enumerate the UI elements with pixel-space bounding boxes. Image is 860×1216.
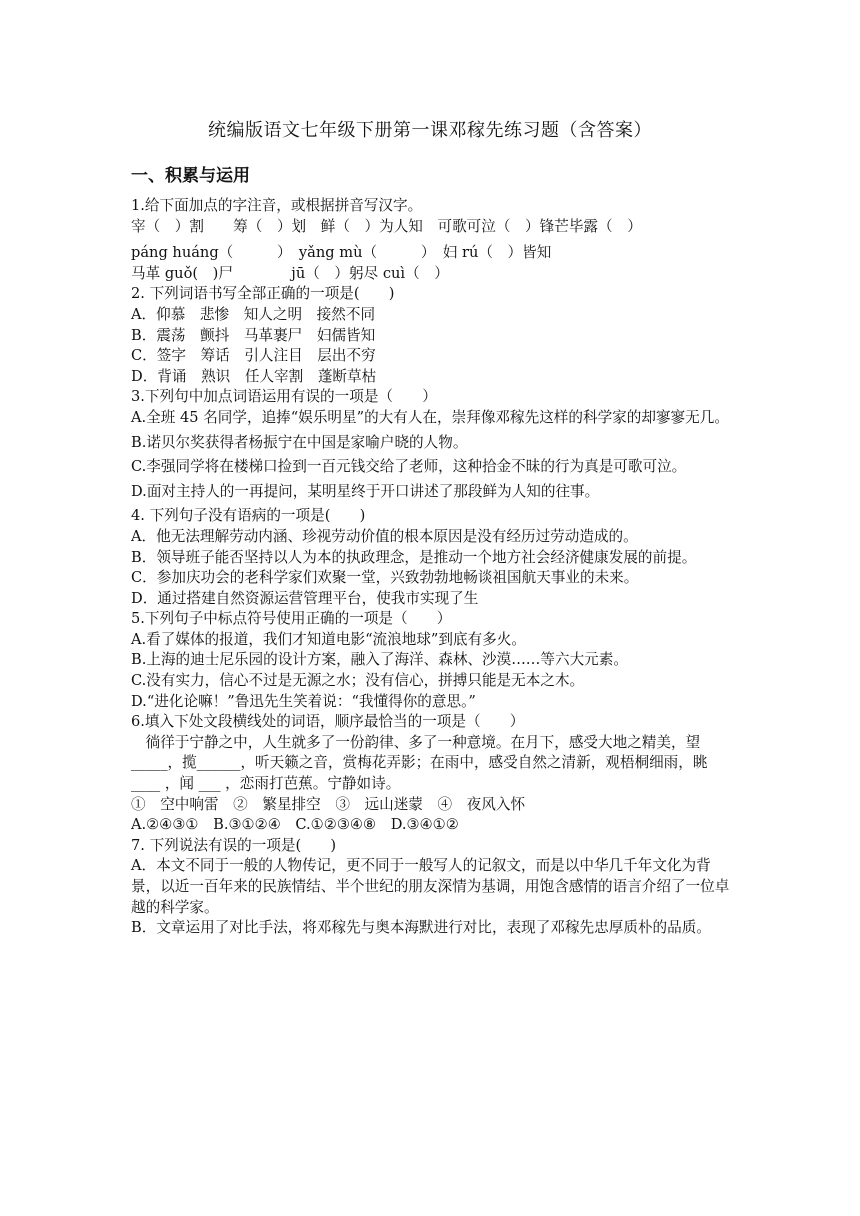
question-1-prompt: 1.给下面加点的字注音，或根据拼音写汉字。 — [131, 197, 423, 214]
question-6-phrases: ① 空中响雷 ② 繁星排空 ③ 远山迷蒙 ④ 夜风入怀 — [131, 795, 526, 813]
question-4-option-c: C．参加庆功会的老科学家们欢聚一堂，兴致勃勃地畅谈祖国航天事业的未来。 — [131, 569, 639, 587]
question-7-option-a: A．本文不同于一般的人物传记，更不同于一般写人的记叙文，而是以中华几千年文化为背景，以近一百年来的民族情结、半个世纪的朋友深情为基调，用饱含感情的语言介绍了一位卓越的科学家。 — [131, 857, 730, 916]
document-title: 统编版语文七年级下册第一课邓稼先练习题（含答案） — [208, 120, 652, 141]
question-2-prompt: 2. 下列词语书写全部正确的一项是( ) — [131, 285, 395, 303]
question-3-prompt: 3.下列句中加点词语运用有误的一项是（ ） — [131, 388, 437, 406]
question-5-option-c: C.没有实力，信心不过是无源之水；没有信心，拼搏只能是无本之木。 — [131, 672, 585, 690]
question-1-row-3: 马革 guǒ( )尸 jū（ ）躬尽 cuì（ ） — [131, 264, 449, 282]
question-3-option-b: B.诺贝尔奖获得者杨振宁在中国是家喻户晓的人物。 — [131, 433, 468, 451]
question-5-option-a: A.看了媒体的报道，我们才知道电影“流浪地球”到底有多火。 — [131, 630, 526, 648]
question-1-row-1: 宰（ ）割 筹（ ）划 鲜（ ）为人知 可歌可泣（ ）锋芒毕露（ ） — [131, 217, 642, 235]
question-5-prompt: 5.下列句子中标点符号使用正确的一项是（ ） — [131, 610, 452, 628]
question-3-option-d: D.面对主持人的一再提问，某明星终于开口讲述了那段鲜为人知的往事。 — [131, 482, 600, 500]
question-3-option-c: C.李强同学将在楼梯口捡到一百元钱交给了老师，这种拾金不昧的行为真是可歌可泣。 — [131, 458, 687, 476]
exercise-content — [131, 196, 731, 939]
question-2-option-b: B．震荡 颤抖 马革裹尸 妇儒皆知 — [131, 326, 376, 344]
question-4-option-a: A．他无法理解劳动内涵、珍视劳动价值的根本原因是没有经历过劳动造成的。 — [131, 527, 638, 545]
question-4-option-b: B．领导班子能否坚持以人为本的执政理念，是推动一个地方社会经济健康发展的前提。 — [131, 548, 697, 566]
question-2-option-d: D．背诵 熟识 任人宰割 蓬断草枯 — [131, 367, 377, 385]
question-3-option-a: A.全班 45 名同学，追捧“娱乐明星”的大有人在，崇拜像邓稼先这样的科学家的却寥寥无几。 — [131, 408, 729, 426]
question-5-option-d: D.“进化论嘛！”鲁迅先生笑着说：“我懂得你的意思。” — [131, 692, 476, 710]
question-2-option-c: C．签字 筹话 引人注目 层出不穷 — [131, 347, 376, 365]
question-1-row-2: páng huáng（ ） yǎng mù（ ） 妇 rú（ ）皆知 — [131, 244, 552, 262]
question-2-option-a: A．仰慕 悲惨 知人之明 接然不同 — [131, 305, 376, 323]
section-heading: 一、积累与运用 — [131, 166, 250, 186]
question-7-option-b: B．文章运用了对比手法，将邓稼先与奥本海默进行对比，表现了邓稼先忠厚质朴的品质。 — [131, 919, 711, 937]
question-6-passage: 徜徉于宁静之中，人生就多了一份韵律、多了一种意境。在月下，感受大地之精美，望_____，揽______，听天籁之音，赏梅花弄影；在雨中，感受自然之清新，观梧桐细雨，眺 ____ ，闻 ___ ，恋雨打芭蕉。宁静如诗。 — [131, 733, 708, 793]
question-7-prompt: 7. 下列说法有误的一项是( ) — [131, 836, 337, 854]
question-6-prompt: 6.填入下处文段横线处的词语，顺序最恰当的一项是（ ） — [131, 713, 525, 731]
question-6-options: A.②④③① B.③①②④ C.①②③④⑧ D.③④①② — [131, 816, 459, 834]
question-4-option-d: D．通过搭建自然资源运营管理平台，使我市实现了生 — [131, 589, 479, 607]
question-4-prompt: 4. 下列句子没有语病的一项是( ) — [131, 507, 366, 525]
question-5-option-b: B.上海的迪士尼乐园的设计方案，融入了海洋、森林、沙漠……等六大元素。 — [131, 651, 628, 669]
